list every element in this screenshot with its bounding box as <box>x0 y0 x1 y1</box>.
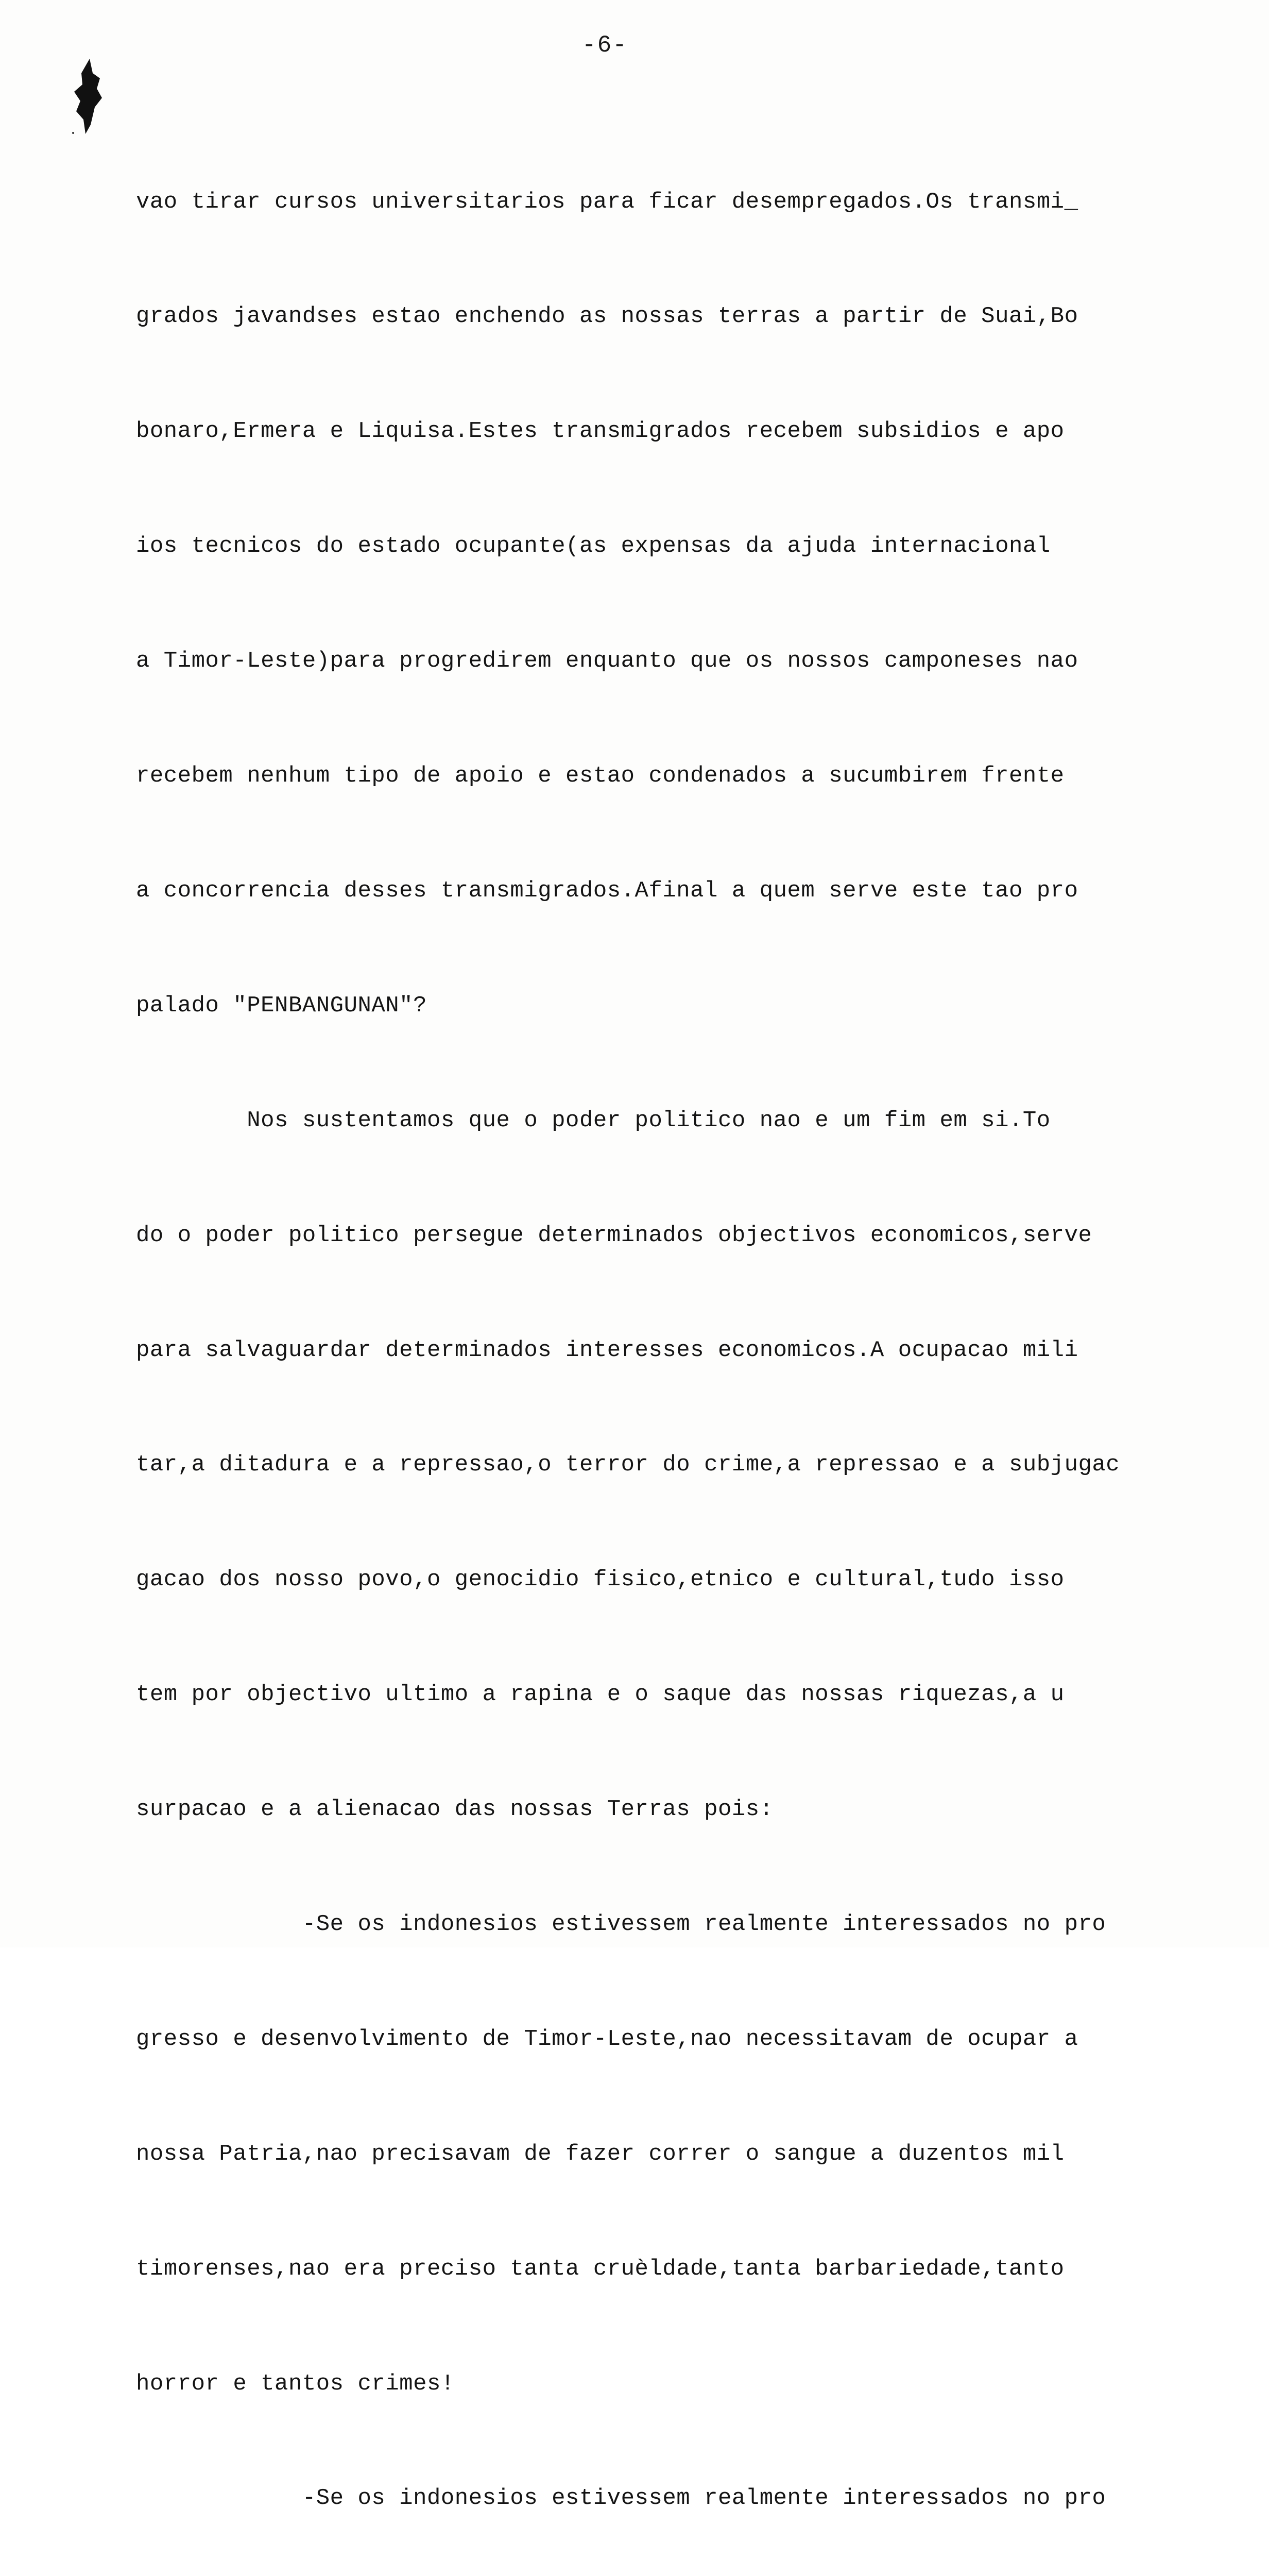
page-number: -6- <box>582 32 628 59</box>
text-line: ios tecnicos do estado ocupante(as expensas da ajuda internacional <box>136 533 1051 560</box>
ink-blot-mark <box>70 58 106 135</box>
text-line: gacao dos nosso povo,o genocidio fisico,etnico e cultural,tudo isso <box>136 1567 1065 1593</box>
text-line: grados javandses estao enchendo as nossas terras a partir de Suai,Bo <box>136 303 1078 330</box>
text-line: -Se os indonesios estivessem realmente interessados no pro <box>136 2485 1106 2512</box>
text-line: nossa Patria,nao precisavam de fazer correr o sangue a duzentos mil <box>136 2141 1065 2167</box>
text-line: recebem nenhum tipo de apoio e estao condenados a sucumbirem frente <box>136 763 1065 789</box>
text-line: Nos sustentamos que o poder politico nao e um fim em si.To <box>136 1107 1051 1133</box>
text-line: a concorrencia desses transmigrados.Afinal a quem serve este tao pro <box>136 877 1078 904</box>
text-line: tem por objectivo ultimo a rapina e o saque das nossas riquezas,a u <box>136 1682 1065 1708</box>
text-line: do o poder politico persegue determinados objectivos economicos,serve <box>136 1222 1092 1248</box>
text-line: para salvaguardar determinados interesses economicos.A ocupacao mili <box>136 1337 1078 1363</box>
text-line: -Se os indonesios estivessem realmente interessados no pro <box>136 1911 1106 1937</box>
text-line: tar,a ditadura e a repressao,o terror do crime,a repressao e a subjugac <box>136 1452 1120 1478</box>
text-line: horror e tantos crimes! <box>136 2370 455 2397</box>
text-line: palado "PENBANGUNAN"? <box>136 992 427 1019</box>
text-line: a Timor-Leste)para progredirem enquanto que os nossos camponeses nao <box>136 648 1078 674</box>
text-line: gresso e desenvolvimento de Timor-Leste,nao necessitavam de ocupar a <box>136 2026 1078 2052</box>
document-body <box>136 106 1233 2576</box>
text-line: surpacao e a alienacao das nossas Terras pois: <box>136 1797 774 1823</box>
text-line: bonaro,Ermera e Liquisa.Estes transmigrados recebem subsidios e apo <box>136 418 1065 445</box>
text-line: timorenses,nao era preciso tanta cruèldade,tanta barbariedade,tanto <box>136 2256 1065 2282</box>
text-line: vao tirar cursos universitarios para ficar desempregados.Os transmi_ <box>136 189 1078 215</box>
